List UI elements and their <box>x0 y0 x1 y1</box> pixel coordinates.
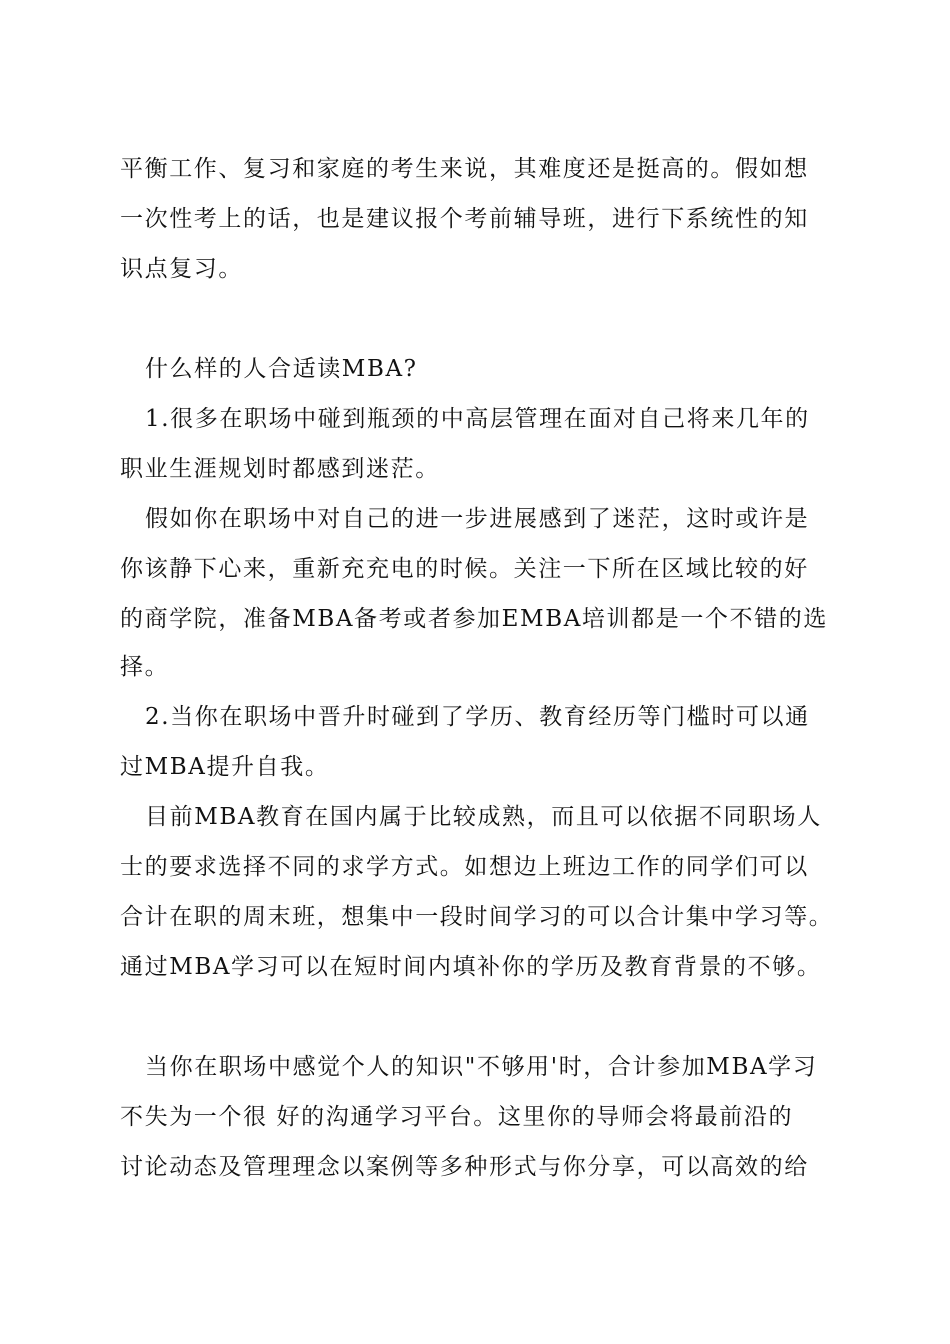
text-line: 合计在职的周末班，想集中一段时间学习的可以合计集中学习等。 <box>120 904 834 930</box>
text-line: 择。 <box>120 654 170 680</box>
text-line: 不失为一个很 好的沟通学习平台。这里你的导师会将最前沿的 <box>120 1104 794 1130</box>
text-line: 的商学院，准备MBA备考或者参加EMBA培训都是一个不错的选 <box>120 606 828 632</box>
text-line: 过MBA提升自我。 <box>120 754 330 780</box>
text-line: 你该静下心来，重新充充电的时候。关注一下所在区域比较的好 <box>120 556 809 582</box>
text-line: 识点复习。 <box>120 256 243 282</box>
text-line: 通过MBA学习可以在短时间内填补你的学历及教育背景的不够。 <box>120 954 822 980</box>
text-line: 平衡工作、复习和家庭的考生来说，其难度还是挺高的。假如想 <box>120 156 809 182</box>
text-line: 1.很多在职场中碰到瓶颈的中高层管理在面对自己将来几年的 <box>145 406 810 432</box>
text-line: 目前MBA教育在国内属于比较成熟，而且可以依据不同职场人 <box>145 804 822 830</box>
text-line: 当你在职场中感觉个人的知识"不够用'时，合计参加MBA学习 <box>145 1054 818 1080</box>
text-line: 2.当你在职场中晋升时碰到了学历、教育经历等门槛时可以通 <box>145 704 810 730</box>
text-line: 假如你在职场中对自己的进一步进展感到了迷茫，这时或许是 <box>145 506 810 532</box>
text-line: 职业生涯规划时都感到迷茫。 <box>120 456 440 482</box>
text-line: 讨论动态及管理理念以案例等多种形式与你分享，可以高效的给 <box>120 1154 809 1180</box>
section-heading: 什么样的人合适读MBA? <box>145 356 418 382</box>
text-line: 一次性考上的话，也是建议报个考前辅导班，进行下系统性的知 <box>120 206 809 232</box>
text-line: 士的要求选择不同的求学方式。如想边上班边工作的同学们可以 <box>120 854 809 880</box>
